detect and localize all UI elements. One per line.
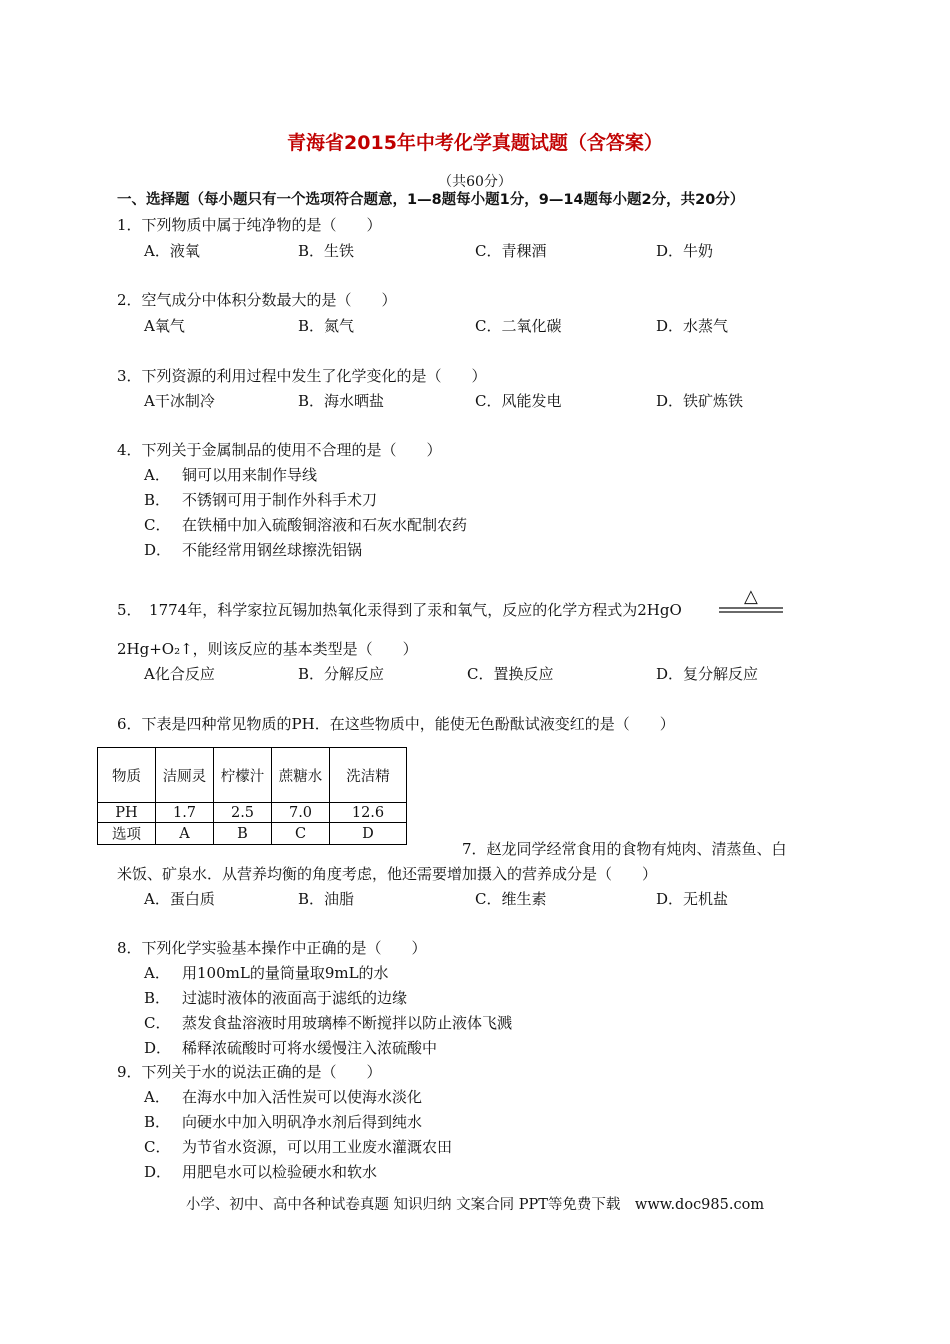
option-letter: A． [144, 466, 170, 484]
question-6-stem: 6．下表是四种常见物质的PH．在这些物质中，能使无色酚酞试液变红的是（ ） [117, 715, 675, 733]
question-4-option-c [144, 515, 467, 535]
table-cell: 洗洁精 [330, 748, 407, 803]
question-8-option-c [144, 1013, 512, 1033]
question-8-option-d [144, 1038, 437, 1058]
question-2-option-a: A氧气 [144, 317, 185, 335]
question-1-option-c: C．青稞酒 [475, 242, 547, 260]
table-cell: 柠檬汁 [214, 748, 272, 803]
question-8-option-b [144, 988, 407, 1008]
question-2-stem: 2．空气成分中体积分数最大的是（ ） [117, 291, 397, 309]
question-3-stem: 3．下列资源的利用过程中发生了化学变化的是（ ） [117, 367, 487, 385]
question-1-option-a: A．液氧 [144, 242, 200, 260]
table-cell: 1.7 [156, 803, 214, 823]
heating-triangle [744, 587, 768, 607]
table-cell: 物质 [98, 748, 156, 803]
question-5-option-c: C．置换反应 [467, 665, 554, 683]
question-4-option-a [144, 465, 317, 485]
option-text: 用100mL的量筒量取9mL的水 [182, 964, 389, 982]
option-letter: D． [144, 541, 172, 559]
option-text: 在海水中加入活性炭可以使海水淡化 [182, 1088, 423, 1106]
option-text: 不锈钢可用于制作外科手术刀 [182, 491, 378, 509]
question-4-option-b [144, 490, 377, 510]
table-cell: PH [98, 803, 156, 823]
question-3-option-c: C．风能发电 [475, 392, 562, 410]
table-cell: 12.6 [330, 803, 407, 823]
option-letter: B． [144, 989, 171, 1007]
total-score: （共60分） [438, 174, 512, 190]
question-2-option-c: C．二氧化碳 [475, 317, 562, 335]
table-cell: 蔗糖水 [272, 748, 330, 803]
option-text: 过滤时液体的液面高于滤纸的边缘 [182, 989, 408, 1007]
table-cell: 洁厕灵 [156, 748, 214, 803]
question-7-stem-part2: 米饭、矿泉水．从营养均衡的角度考虑，他还需要增加摄入的营养成分是（ ） [117, 865, 658, 883]
table-row [98, 823, 407, 845]
table-cell: A [156, 823, 214, 845]
option-text: 铜可以用来制作导线 [182, 466, 318, 484]
question-2-option-b: B．氮气 [298, 317, 355, 335]
option-letter: D． [144, 1163, 172, 1181]
question-4-option-d [144, 540, 362, 560]
question-7-option-a: A．蛋白质 [144, 890, 215, 908]
question-7-stem-part1: 7．赵龙同学经常食用的食物有炖肉、清蒸鱼、白 [462, 840, 787, 858]
question-9-option-b [144, 1112, 422, 1132]
table-row [98, 748, 407, 803]
option-text: 向硬水中加入明矾净水剂后得到纯水 [182, 1113, 423, 1131]
question-3-option-a: A干冰制冷 [144, 392, 215, 410]
equation-equals-sign [719, 606, 783, 614]
table-cell: D [330, 823, 407, 845]
page-footer: 小学、初中、高中各种试卷真题 知识归纳 文案合同 PPT等免费下载 www.doc985.com [185, 1197, 765, 1213]
question-5-option-d: D．复分解反应 [656, 665, 759, 683]
page-title: 青海省2015年中考化学真题试题（含答案） [287, 132, 663, 154]
section-heading: 一、选择题（每小题只有一个选项符合题意，1—8题每小题1分，9—14题每小题2分，共20分） [117, 192, 745, 208]
question-5-option-a: A化合反应 [144, 665, 215, 683]
question-5-option-b: B．分解反应 [298, 665, 385, 683]
question-2-option-d: D．水蒸气 [656, 317, 729, 335]
question-9-option-d [144, 1162, 377, 1182]
option-letter: A． [144, 964, 170, 982]
option-text: 蒸发食盐溶液时用玻璃棒不断搅拌以防止液体飞溅 [182, 1014, 513, 1032]
option-letter: D． [144, 1039, 172, 1057]
table-cell: C [272, 823, 330, 845]
question-1-option-b: B．生铁 [298, 242, 355, 260]
option-text: 不能经常用钢丝球擦洗铝锅 [182, 541, 363, 559]
question-9-option-a [144, 1087, 422, 1107]
option-letter: C． [144, 1138, 171, 1156]
question-9-option-c [144, 1137, 452, 1157]
option-letter: B． [144, 491, 171, 509]
option-text: 稀释浓硫酸时可将水缓慢注入浓硫酸中 [182, 1039, 438, 1057]
option-letter: C． [144, 1014, 171, 1032]
question-7-option-c: C．维生素 [475, 890, 547, 908]
question-5-line2: 2Hg+O₂↑，则该反应的基本类型是（ ） [117, 640, 418, 658]
option-letter: C． [144, 516, 171, 534]
option-letter: B． [144, 1113, 171, 1131]
question-8-option-a [144, 963, 389, 983]
question-3-option-d: D．铁矿炼铁 [656, 392, 744, 410]
ph-table [97, 747, 407, 845]
question-4-stem: 4．下列关于金属制品的使用不合理的是（ ） [117, 441, 442, 459]
table-cell: 2.5 [214, 803, 272, 823]
option-letter: A． [144, 1088, 170, 1106]
option-text: 为节省水资源，可以用工业废水灌溉农田 [182, 1138, 453, 1156]
question-7-option-d: D．无机盐 [656, 890, 729, 908]
question-1-option-d: D．牛奶 [656, 242, 714, 260]
table-cell: 7.0 [272, 803, 330, 823]
heating-symbol: △ [744, 586, 758, 607]
table-row [98, 803, 407, 823]
question-8-stem: 8．下列化学实验基本操作中正确的是（ ） [117, 939, 427, 957]
question-3-option-b: B．海水晒盐 [298, 392, 385, 410]
option-text: 在铁桶中加入硫酸铜溶液和石灰水配制农药 [182, 516, 468, 534]
question-1-stem: 1．下列物质中属于纯净物的是（ ） [117, 216, 382, 234]
question-7-option-b: B．油脂 [298, 890, 355, 908]
table-cell: 选项 [98, 823, 156, 845]
table-cell: B [214, 823, 272, 845]
option-text: 用肥皂水可以检验硬水和软水 [182, 1163, 378, 1181]
question-9-stem: 9．下列关于水的说法正确的是（ ） [117, 1063, 382, 1081]
question-5-stem: 5． 1774年，科学家拉瓦锡加热氧化汞得到了汞和氧气，反应的化学方程式为2HgO [117, 601, 682, 619]
